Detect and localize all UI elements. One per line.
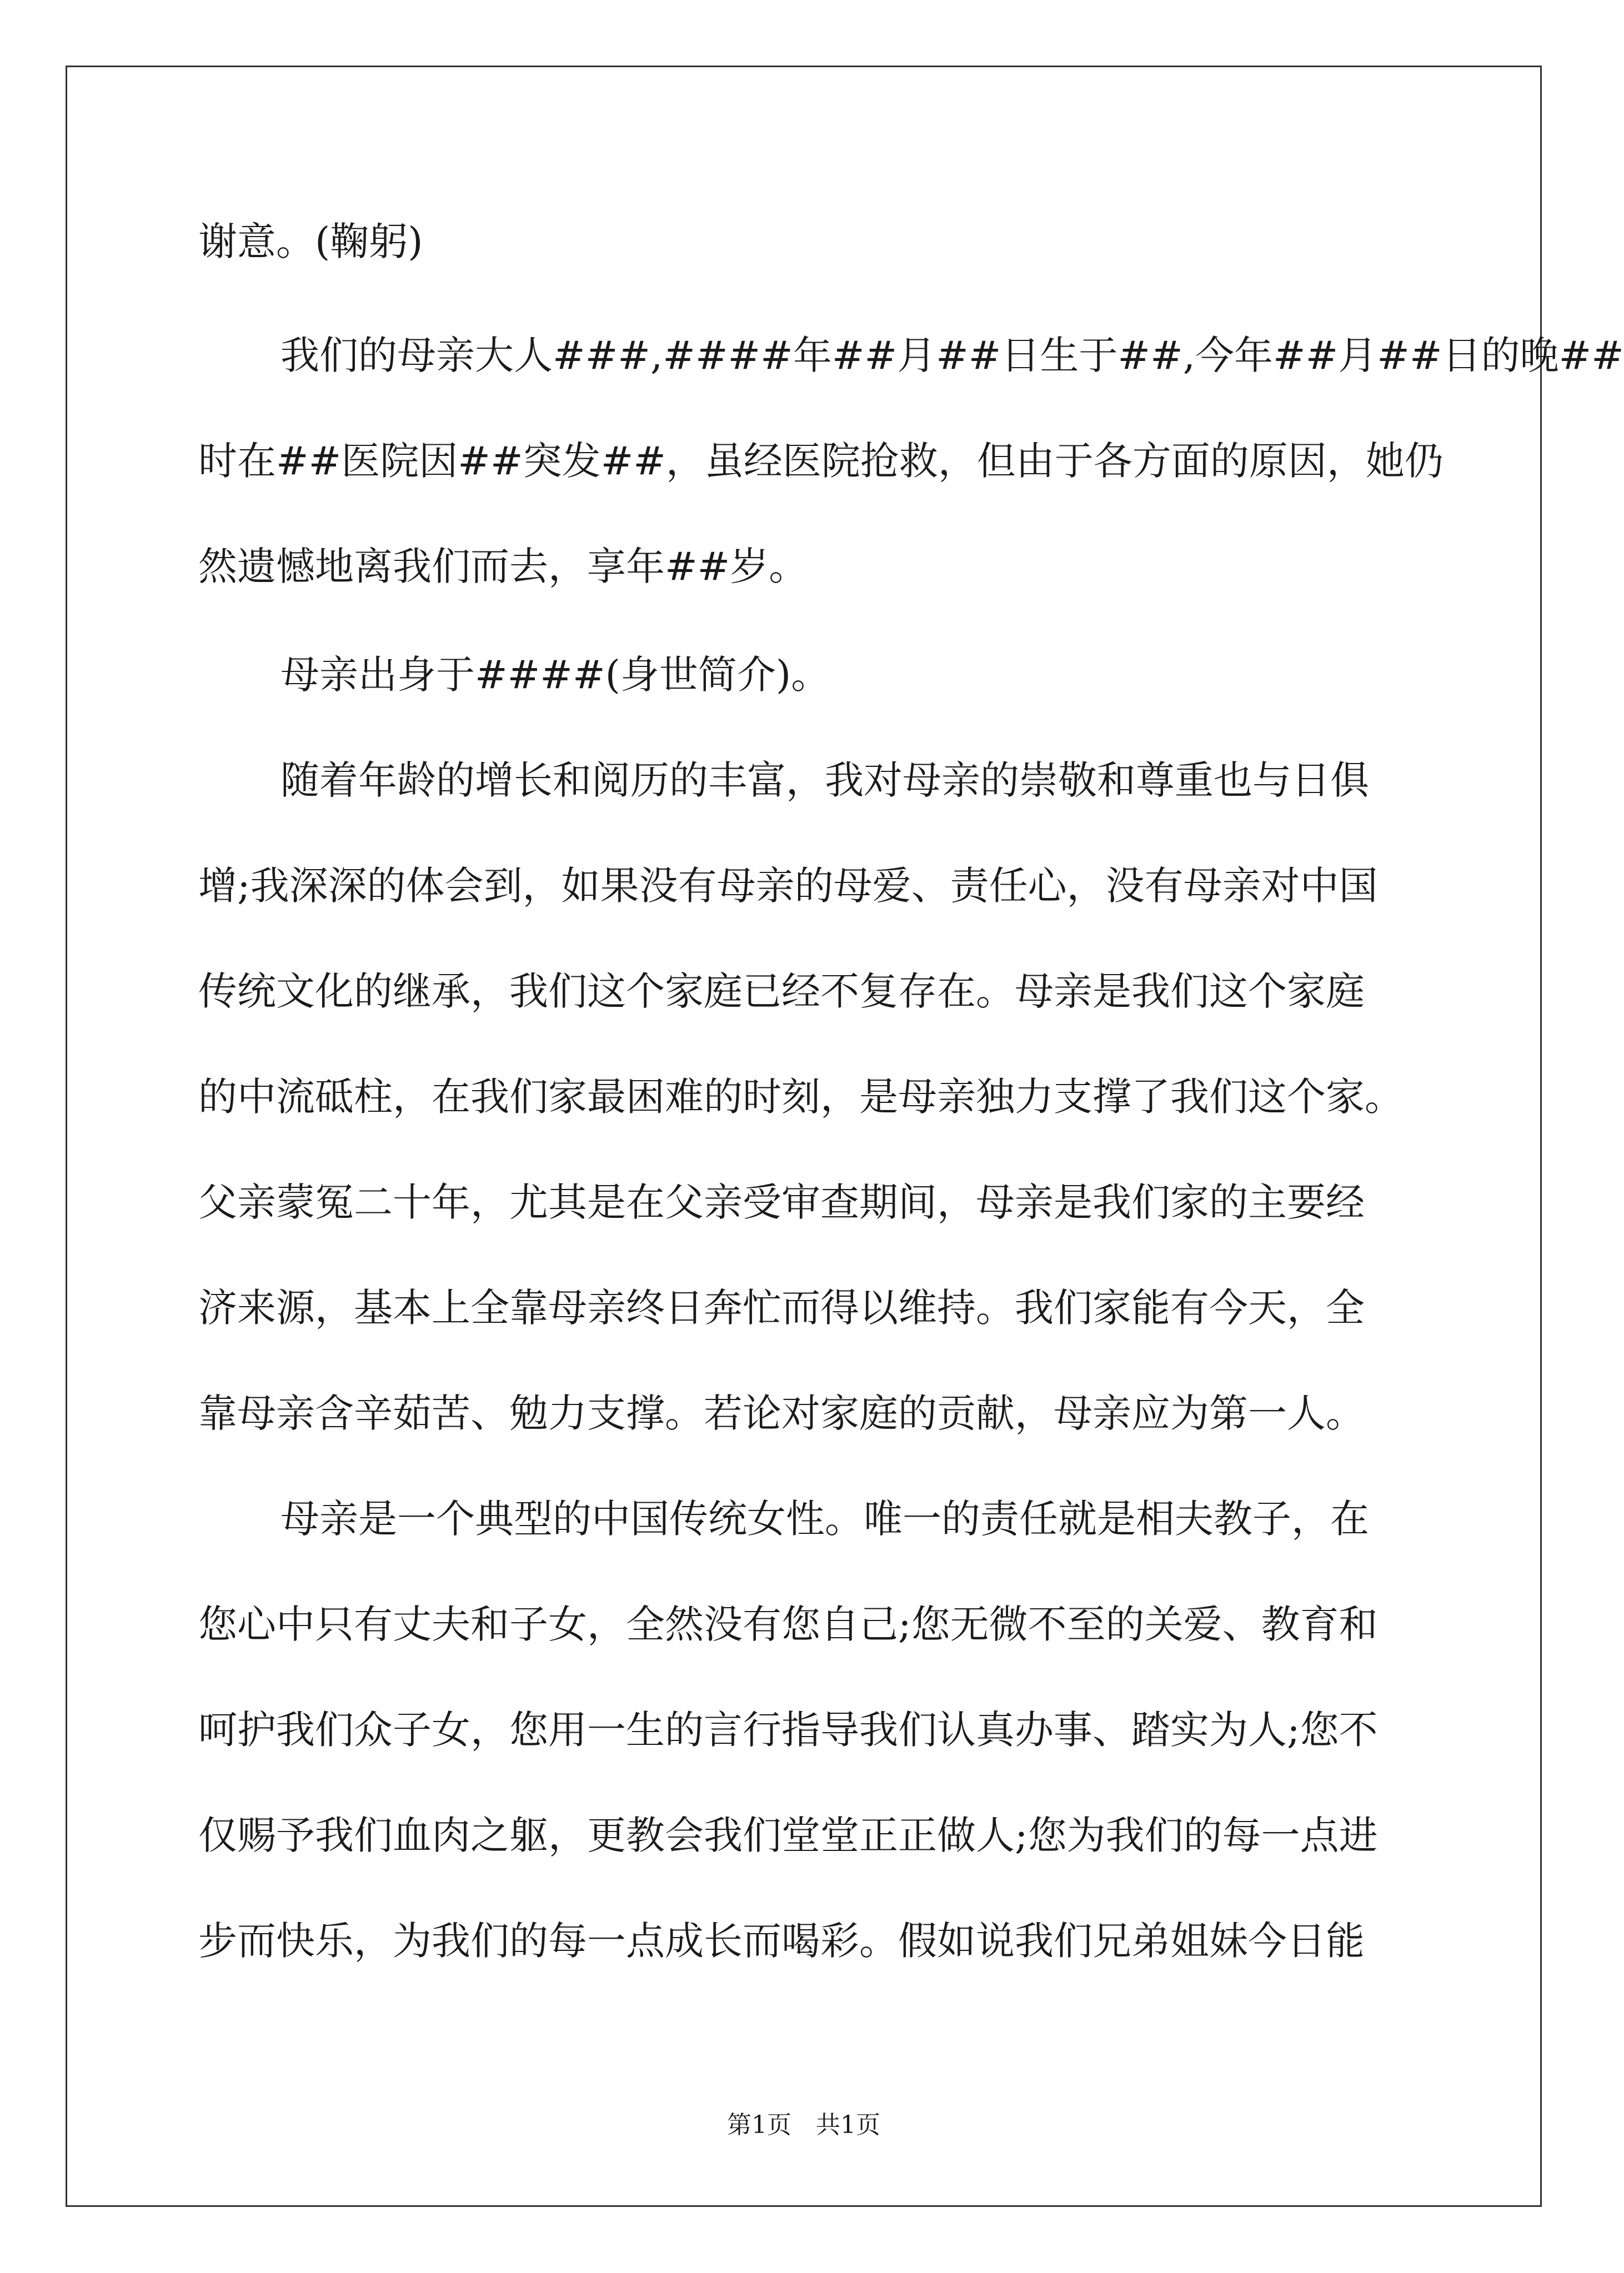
text-line-14: 您心中只有丈夫和子女，全然没有您自己;您无微不至的关爱、教育和 <box>198 1602 1378 1647</box>
text-line-5: 母亲出身于####(身世简介)。 <box>280 652 830 698</box>
text-line-2: 我们的母亲大人###,####年##月##日生于##,今年##月##日的晚## <box>280 333 1624 378</box>
page-border <box>66 66 1624 2207</box>
text-line-8: 传统文化的继承，我们这个家庭已经不复存在。母亲是我们这个家庭 <box>198 969 1365 1014</box>
text-line-7: 增;我深深的体会到，如果没有母亲的母爱、责任心，没有母亲对中国 <box>198 863 1378 909</box>
text-line-3: 时在##医院因##突发##，虽经医院抢救，但由于各方面的原因，她仍 <box>198 438 1443 484</box>
text-line-16: 仅赐予我们血肉之躯，更教会我们堂堂正正做人;您为我们的每一点进 <box>198 1813 1378 1858</box>
text-line-10: 父亲蒙冤二十年，尤其是在父亲受审查期间，母亲是我们家的主要经 <box>198 1180 1365 1225</box>
text-line-4: 然遗憾地离我们而去，享年##岁。 <box>198 544 808 589</box>
text-line-9: 的中流砥柱，在我们家最困难的时刻，是母亲独力支撑了我们这个家。 <box>198 1074 1404 1120</box>
text-line-13: 母亲是一个典型的中国传统女性。唯一的责任就是相夫教子，在 <box>280 1496 1369 1542</box>
page-footer: 第1页 共1页 <box>727 2111 880 2139</box>
text-line-6: 随着年龄的增长和阅历的丰富，我对母亲的崇敬和尊重也与日俱 <box>280 757 1369 803</box>
text-line-15: 呵护我们众子女，您用一生的言行指导我们认真办事、踏实为人;您不 <box>198 1707 1378 1753</box>
text-line-17: 步而快乐，为我们的每一点成长而喝彩。假如说我们兄弟姐妹今日能 <box>198 1918 1365 1964</box>
text-line-12: 靠母亲含辛茹苦、勉力支撑。若论对家庭的贡献，母亲应为第一人。 <box>198 1391 1365 1436</box>
text-line-1: 谢意。(鞠躬) <box>198 219 423 264</box>
text-line-11: 济来源，基本上全靠母亲终日奔忙而得以维持。我们家能有今天，全 <box>198 1285 1365 1331</box>
